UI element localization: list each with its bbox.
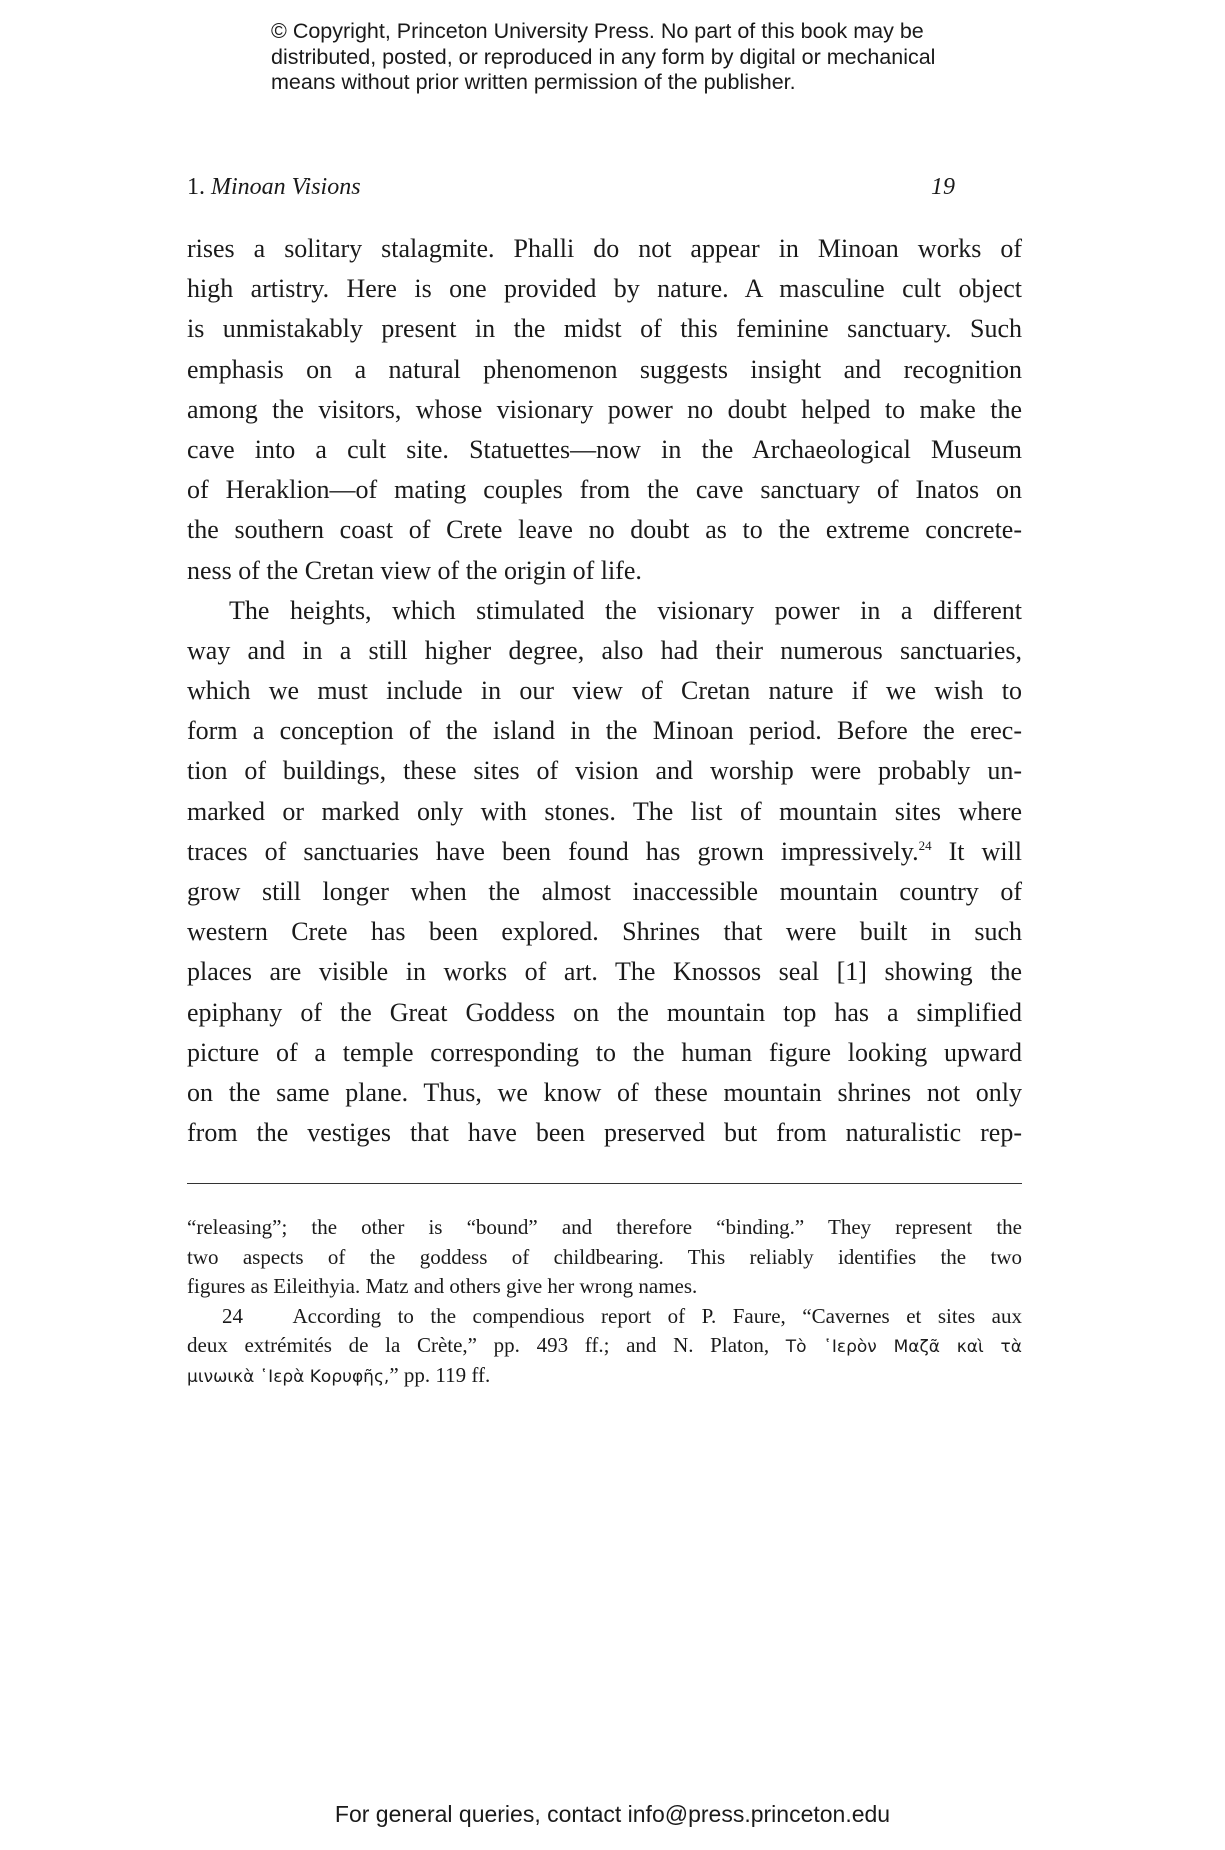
chapter-title [187, 174, 361, 201]
paragraph [187, 229, 1022, 591]
text-line: from the vestiges that have been preserved but from naturalistic rep- [187, 1118, 1022, 1148]
footnote-text: deux extrémités de la Crète,” pp. 493 ff.; and N. Platon, [187, 1333, 786, 1357]
text-line: epiphany of the Great Goddess on the mountain top has a simplified [187, 997, 1022, 1027]
footnote-ref: 24 [918, 837, 932, 853]
text-line: rises a solitary stalagmite. Phalli do not appear in Minoan works of [187, 234, 1022, 263]
chapter-number: 1. [187, 174, 205, 200]
text-line: places are visible in works of art. The Knossos seal [1] showing the [187, 957, 1022, 987]
footnote-line: “releasing”; the other is “bound” and therefore “binding.” They represent the [187, 1215, 1022, 1239]
text-line: on the same plane. Thus, we know of these mountain shrines not only [187, 1077, 1022, 1107]
greek-title: Τὸ ῾Ιερὸν Μαζᾶ καὶ τὰ [785, 1337, 1022, 1357]
body-text [187, 229, 1022, 1153]
text-line: way and in a still higher degree, also had their numerous sanctuaries, [187, 635, 1022, 665]
text-line: high artistry. Here is one provided by nature. A masculine cult object [187, 274, 1022, 304]
text-line: tion of buildings, these sites of vision and worship were probably un- [187, 756, 1022, 786]
text-line: which we must include in our view of Cretan nature if we wish to [187, 676, 1022, 706]
footnote-24 [187, 1302, 1022, 1391]
footnote-continuation [187, 1213, 1022, 1302]
footnote-line [187, 1331, 1022, 1361]
text-segment: traces of sanctuaries have been found has grown impressively. [187, 836, 919, 866]
text-line-with-footnote-ref [187, 832, 1022, 872]
text-line: of Heraklion—of mating couples from the cave sanctuary of Inatos on [187, 475, 1022, 505]
paragraph [187, 591, 1022, 1154]
running-head [187, 174, 955, 206]
text-line: grow still longer when the almost inaccessible mountain country of [187, 877, 1022, 906]
text-line: among the visitors, whose visionary power no doubt helped to make the [187, 394, 1022, 424]
footnote-line: figures as Eileithyia. Matz and others give her wrong names. [187, 1274, 698, 1298]
footnote-text: According to the compendious report of P. Faure, “Cavernes et sites aux [292, 1303, 1022, 1328]
copyright-line: © Copyright, Princeton University Press. No part of this book may be [271, 19, 924, 43]
chapter-title-text: Minoan Visions [211, 174, 361, 200]
text-line: ness of the Cretan view of the origin of life. [187, 555, 642, 585]
text-line: the southern coast of Crete leave no doubt as to the extreme concrete- [187, 515, 1022, 545]
text-line: form a conception of the island in the Minoan period. Before the erec- [187, 716, 1022, 746]
copyright-line: means without prior written permission of the publisher. [271, 70, 796, 94]
text-segment: It will [931, 836, 1022, 866]
footnote-number: 24 [222, 1303, 243, 1328]
copyright-notice [271, 19, 1031, 96]
footnote-line: two aspects of the goddess of childbearing. This reliably identifies the two [187, 1244, 1022, 1269]
footnotes [187, 1213, 1022, 1390]
page-number: 19 [931, 174, 955, 200]
footer-contact: For general queries, contact info@press.princeton.edu [334, 1801, 891, 1827]
footnote-text: ” pp. 119 ff. [389, 1362, 491, 1387]
text-line: western Crete has been explored. Shrines that were built in such [187, 917, 1022, 947]
copyright-line: distributed, posted, or reproduced in any form by digital or mechanical [271, 44, 936, 69]
greek-title: μινωικὰ ῾Ιερὰ Κορυφῆς, [187, 1366, 390, 1387]
text-line: marked or marked only with stones. The list of mountain sites where [187, 796, 1022, 826]
footnote-divider [187, 1183, 1022, 1184]
footnote-line [187, 1361, 1022, 1391]
text-line: cave into a cult site. Statuettes—now in the Archaeological Museum [187, 434, 1022, 464]
text-line: The heights, which stimulated the visionary power in a different [229, 595, 1022, 625]
text-line: emphasis on a natural phenomenon suggests insight and recognition [187, 354, 1022, 384]
text-line: picture of a temple corresponding to the human figure looking upward [187, 1037, 1022, 1067]
footnote-line [187, 1302, 1022, 1332]
text-line: is unmistakably present in the midst of this feminine sanctuary. Such [187, 314, 1022, 344]
